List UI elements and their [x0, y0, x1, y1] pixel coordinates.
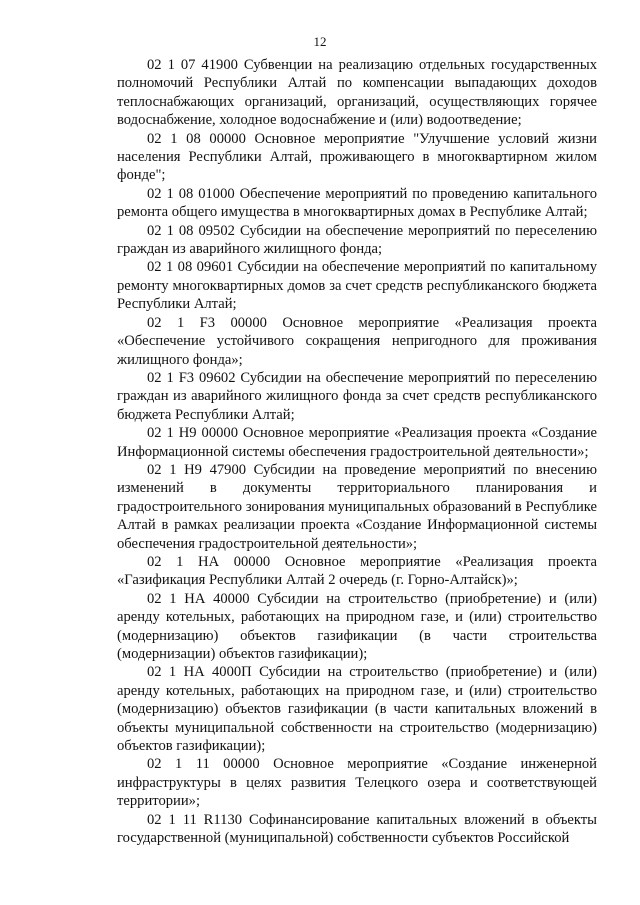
paragraph: 02 1 F3 00000 Основное мероприятие «Реализация проекта «Обеспечение устойчивого сокращения непригодного для проживания жилищного фонда»; [117, 314, 597, 368]
paragraph: 02 1 Н9 00000 Основное мероприятие «Реализация проекта «Создание Информационной системы обеспечения градостроительной деятельности»; [117, 425, 597, 460]
page-number: 12 [313, 34, 327, 49]
paragraph: 02 1 08 09502 Субсидии на обеспечение мероприятий по переселению граждан из аварийного жилищного фонда; [117, 222, 597, 258]
paragraph: 02 1 08 01000 Обеспечение мероприятий по проведению капитального ремонта общего имущества в многоквартирных домах в Республике Алтай; [117, 185, 597, 221]
paragraph: 02 1 НА 00000 Основное мероприятие «Реализация проекта «Газификация Республики Алтай 2 очередь (г. Горно-Алтайск)»; [117, 553, 597, 589]
paragraph: 02 1 F3 09602 Субсидии на обеспечение мероприятий по переселению граждан из аварийного жилищного фонда за счет средств республиканского бюджета Республики Алтай; [117, 369, 597, 423]
paragraph: 02 1 Н9 47900 Субсидии на проведение мероприятий по внесению изменений в документы территориального планирования и градостроительного зонирования муниципальных образований в Республике Алтай в рамках реализации проекта «Создание Информационной системы обеспечения градостроительной деятельности»; [117, 461, 597, 552]
paragraph: 02 1 НА 40000 Субсидии на строительство (приобретение) и (или) аренду котельных, работающих на природном газе, и (или) строительство (модернизацию) объектов газификации (в части строительства (модернизации) объектов газификации); [117, 590, 597, 662]
paragraph: 02 1 НА 4000П Субсидии на строительство (приобретение) и (или) аренду котельных, работающих на природном газе, и (или) строительство (модернизацию) объектов газификации (в части капитальных вложений в объекты муниципальной собственности на строительство (модернизацию) объектов газификации); [117, 664, 597, 755]
paragraph: 02 1 07 41900 Субвенции на реализацию отдельных государственных полномочий Республики Алтай по компенсации выпадающих доходов теплоснабжающих организаций, организаций, осуществляющих горячее водоснабжение, холодное водоснабжение и (или) водоотведение; [117, 57, 597, 129]
document-body [117, 56, 597, 847]
paragraph: 02 1 11 00000 Основное мероприятие «Создание инженерной инфраструктуры в целях развития Телецкого озера и соответствующей территории»; [117, 756, 597, 810]
paragraph: 02 1 08 00000 Основное мероприятие "Улучшение условий жизни населения Республики Алтай, проживающего в многоквартирном жилом фонде"; [117, 130, 597, 184]
paragraph: 02 1 11 R1130 Софинансирование капитальных вложений в объекты государственной (муниципальной) собственности субъектов Российской [117, 811, 597, 847]
paragraph: 02 1 08 09601 Субсидии на обеспечение мероприятий по капитальному ремонту многоквартирных домов за счет средств республиканского бюджета Республики Алтай; [117, 259, 597, 313]
